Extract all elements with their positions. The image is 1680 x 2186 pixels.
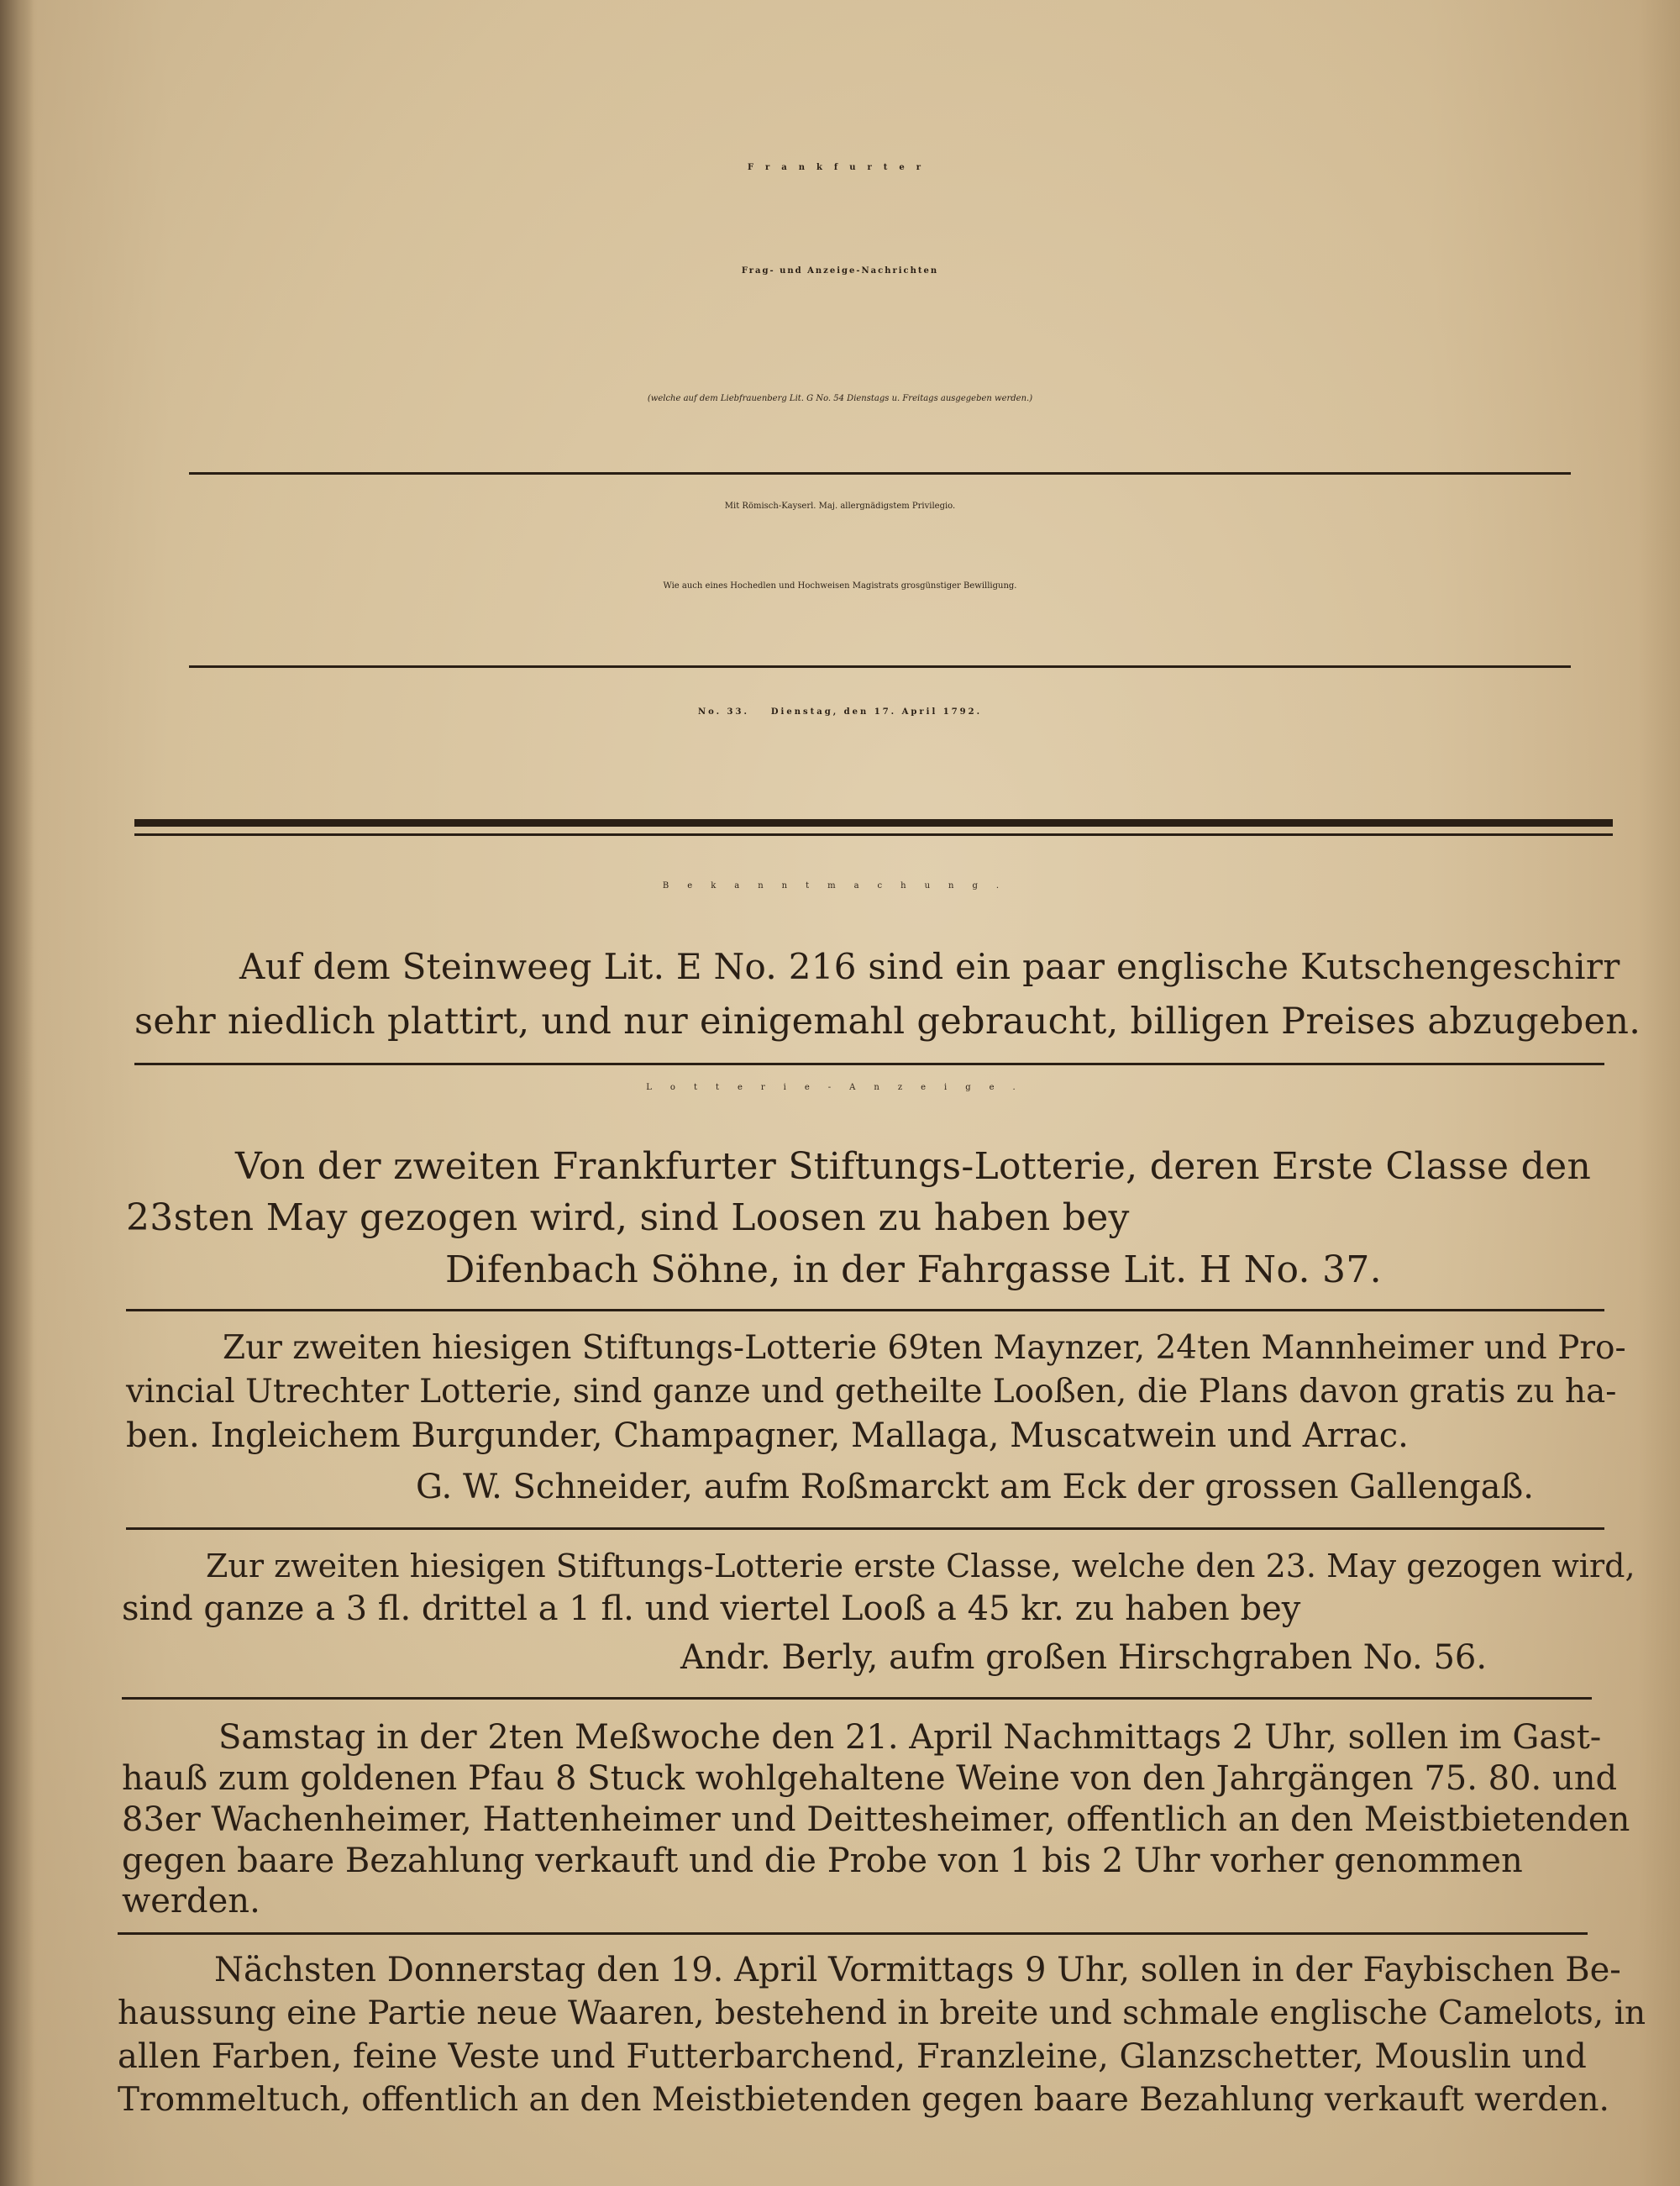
notice-text-line: Zur zweiten hiesigen Stiftungs-Lotterie 69ten Maynzer, 24ten Mannheimer und Pro- [223, 1329, 1626, 1367]
notice-text-line: gegen baare Bezahlung verkauft und die Probe von 1 bis 2 Uhr vorher genommen [122, 1842, 1523, 1880]
privilege-line2: Wie auch eines Hochedlen und Hochweisen Magistrats grosgünstiger Bewilligung. [663, 581, 1017, 591]
notice-signature: Difenbach Söhne, in der Fahrgasse Lit. H No. 37. [445, 1248, 1382, 1291]
notice-text-line: 23sten May gezogen wird, sind Loosen zu haben bey [126, 1196, 1130, 1239]
notice-text-line: Auf dem Steinweeg Lit. E No. 216 sind ein paar englische Kutschengeschirr [239, 946, 1620, 987]
masthead-rule [189, 472, 1571, 475]
privilege-rule [189, 665, 1571, 668]
notice-rule [134, 1063, 1604, 1065]
issue-rule-bottom [134, 833, 1613, 836]
notice-text-line: werden. [122, 1882, 260, 1921]
notice-text-line: 83er Wachenheimer, Hattenheimer und Deittesheimer, offentlich an den Meistbietenden [122, 1800, 1630, 1839]
notice-text-line: ben. Ingleichem Burgunder, Champagner, Mallaga, Muscatwein und Arrac. [126, 1416, 1409, 1455]
notice-text-line: Nächsten Donnerstag den 19. April Vormittags 9 Uhr, sollen in der Faybischen Be- [214, 1951, 1621, 1989]
issue-date: Dienstag, den 17. April 1792. [770, 707, 983, 717]
notice-heading-lotterie-anzeige: Lotterie-Anzeige. [646, 1083, 1034, 1092]
notice-signature: G. W. Schneider, aufm Roßmarckt am Eck der grossen Gallengaß. [416, 1468, 1534, 1506]
notice-signature: Andr. Berly, aufm großen Hirschgraben No. 56. [680, 1638, 1488, 1677]
notice-text-line: allen Farben, feine Veste und Futterbarchend, Franzleine, Glanzschetter, Mouslin und [118, 2037, 1587, 2076]
notice-text-line: sind ganze a 3 fl. drittel a 1 fl. und viertel Looß a 45 kr. zu haben bey [122, 1590, 1301, 1628]
notice-text-line: Samstag in der 2ten Meßwoche den 21. April Nachmittags 2 Uhr, sollen im Gast- [218, 1718, 1602, 1757]
notice-rule [122, 1697, 1592, 1700]
masthead-subtitle: (welche auf dem Liebfrauenberg Lit. G No. 54 Dienstags u. Freitags ausgegeben werden.) [647, 394, 1033, 403]
notice-text-line: sehr niedlich plattirt, und nur einigemahl gebraucht, billigen Preises abzugeben. [134, 1001, 1641, 1043]
notice-rule [118, 1932, 1588, 1935]
notice-rule [126, 1527, 1604, 1530]
notice-rule [126, 1309, 1604, 1311]
notice-text-line: Trommeltuch, offentlich an den Meistbietenden gegen baare Bezahlung verkauft werden. [118, 2081, 1609, 2119]
notice-text-line: Zur zweiten hiesigen Stiftungs-Lotterie erste Classe, welche den 23. May gezogen wird, [206, 1548, 1635, 1584]
notice-text-line: haussung eine Partie neue Waaren, bestehend in breite und schmale englische Camelots, in [118, 1994, 1646, 2032]
notice-heading-bekanntmachung: Bekanntmachung. [662, 881, 1018, 891]
issue-rule-top [134, 819, 1613, 827]
book-spine-shadow [0, 0, 34, 2186]
issue-number: No. 33. [697, 707, 749, 717]
issue-line [0, 708, 1680, 717]
masthead-title-line1: Frankfurter [748, 163, 932, 172]
masthead-title-line2: Frag- und Anzeige-Nachrichten [741, 266, 939, 276]
notice-text-line: vincial Utrechter Lotterie, sind ganze und getheilte Looßen, die Plans davon gratis zu ha- [126, 1373, 1617, 1411]
privilege-line1: Mit Römisch-Kayserl. Maj. allergnädigstem Privilegio. [724, 502, 956, 511]
notice-text-line: hauß zum goldenen Pfau 8 Stuck wohlgehaltene Weine von den Jahrgängen 75. 80. und [122, 1759, 1618, 1798]
notice-text-line: Von der zweiten Frankfurter Stiftungs-Lotterie, deren Erste Classe den [235, 1145, 1592, 1188]
